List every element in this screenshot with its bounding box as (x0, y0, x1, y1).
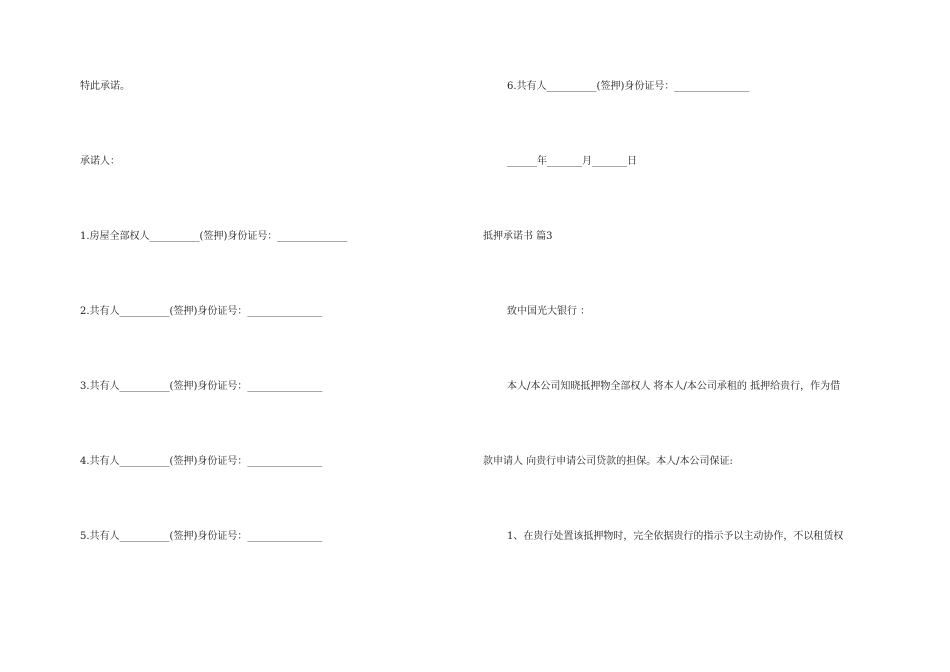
signer-label: 承诺人： (80, 156, 120, 167)
signature-line-coowner-5: 5.共有人__________(签押)身份证号：_______________ (80, 531, 323, 542)
signature-line-coowner-2: 2.共有人__________(签押)身份证号：_______________ (80, 306, 323, 317)
addressee: 致中国光大银行 ： (507, 306, 591, 317)
signature-line-coowner-4: 4.共有人__________(签押)身份证号：_______________ (80, 456, 323, 467)
section-title: 抵押承诺书 篇3 (483, 231, 553, 242)
date-line: ______年_______月_______日 (507, 156, 637, 167)
paragraph-1: 本人/本公司知晓抵押物全部权人 将本人/本公司承租的 抵押给贵行，作为借 (507, 381, 841, 392)
signature-line-owner: 1.房屋全部权人__________(签押)身份证号：______________ (80, 231, 348, 242)
signature-line-coowner-6: 6.共有人__________(签押)身份证号：_______________ (507, 81, 750, 92)
signature-line-coowner-3: 3.共有人__________(签押)身份证号：_______________ (80, 381, 323, 392)
paragraph-1-continued: 款申请人 向贵行申请公司贷款的担保。本人/本公司保证: (483, 456, 733, 467)
closing-statement: 特此承诺。 (80, 81, 130, 92)
list-item-1: 1、在贵行处置该抵押物时，完全依据贵行的指示予以主动协作，不以租赁权 (507, 531, 844, 542)
